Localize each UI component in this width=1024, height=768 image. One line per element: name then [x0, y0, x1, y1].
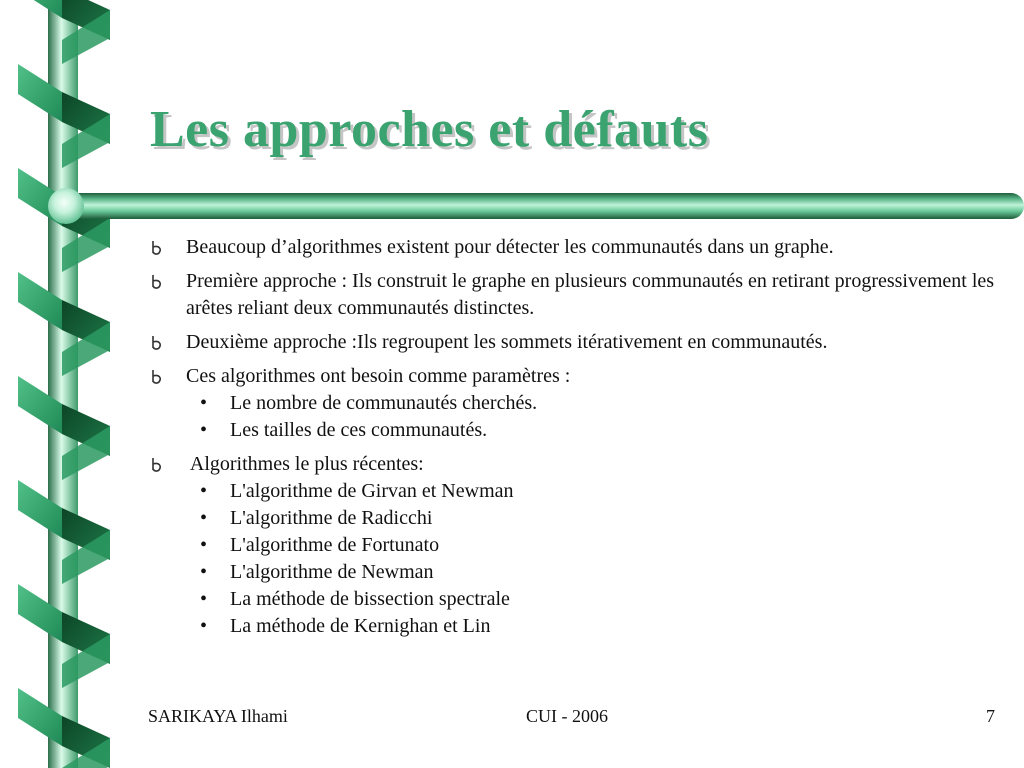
sub-item: [150, 532, 1010, 559]
sub-item: [150, 505, 1010, 532]
bullet-text: Première approche : Ils construit le graphe en plusieurs communautés en retirant progressivement les arêtes reliant deux communautés distinctes.: [186, 270, 995, 319]
sub-item: [150, 559, 1010, 586]
footer-page-number: 7: [986, 706, 995, 726]
bullet-list: [150, 234, 1010, 640]
dot-bullet-icon: •: [200, 588, 208, 610]
bullet-text: Deuxième approche :Ils regroupent les sommets itérativement en communautés.: [186, 331, 828, 353]
rod-knob: [48, 188, 84, 224]
sub-item-text: L'algorithme de Radicchi: [230, 507, 433, 529]
leaf-bullet-icon: [150, 274, 164, 290]
title-divider-rod: [60, 193, 1024, 219]
sub-item-text: L'algorithme de Fortunato: [230, 534, 440, 556]
bullet-item: [150, 451, 1010, 478]
sub-item: [150, 586, 1010, 613]
sub-list: [150, 478, 1010, 640]
bullet-text: Beaucoup d’algorithmes existent pour détecter les communautés dans un graphe.: [186, 236, 834, 258]
slide-title: Les approches et défauts: [150, 101, 709, 158]
dot-bullet-icon: •: [200, 480, 208, 502]
bullet-item: [150, 329, 1010, 356]
sub-item: [150, 417, 1010, 444]
leaf-bullet-icon: [150, 240, 164, 256]
leaf-bullet-icon: [150, 369, 164, 385]
dot-bullet-icon: •: [200, 615, 208, 637]
bullet-item: [150, 234, 1010, 261]
dot-bullet-icon: •: [200, 392, 208, 414]
sub-item-text: La méthode de Kernighan et Lin: [230, 615, 491, 637]
dot-bullet-icon: •: [200, 419, 208, 441]
bullet-text: Ces algorithmes ont besoin comme paramètres :: [186, 365, 571, 387]
leaf-bullet-icon: [150, 457, 164, 473]
bullet-text: Algorithmes le plus récentes:: [186, 453, 424, 475]
sub-item: [150, 390, 1010, 417]
sub-item-text: La méthode de bissection spectrale: [230, 588, 510, 610]
bullet-item: [150, 363, 1010, 390]
sub-list: [150, 390, 1010, 444]
sub-item-text: Le nombre de communautés cherchés.: [230, 392, 538, 414]
sub-item-text: Les tailles de ces communautés.: [230, 419, 488, 441]
sub-item: [150, 613, 1010, 640]
sub-item-text: L'algorithme de Girvan et Newman: [230, 480, 514, 502]
ribbon-decoration: [0, 0, 120, 768]
dot-bullet-icon: •: [200, 534, 208, 556]
sub-item: [150, 478, 1010, 505]
sub-item-text: L'algorithme de Newman: [230, 561, 434, 583]
footer-event: CUI - 2006: [526, 706, 608, 726]
leaf-bullet-icon: [150, 335, 164, 351]
footer-author: SARIKAYA Ilhami: [148, 706, 288, 726]
dot-bullet-icon: •: [200, 507, 208, 529]
bullet-item: [150, 268, 1010, 322]
dot-bullet-icon: •: [200, 561, 208, 583]
